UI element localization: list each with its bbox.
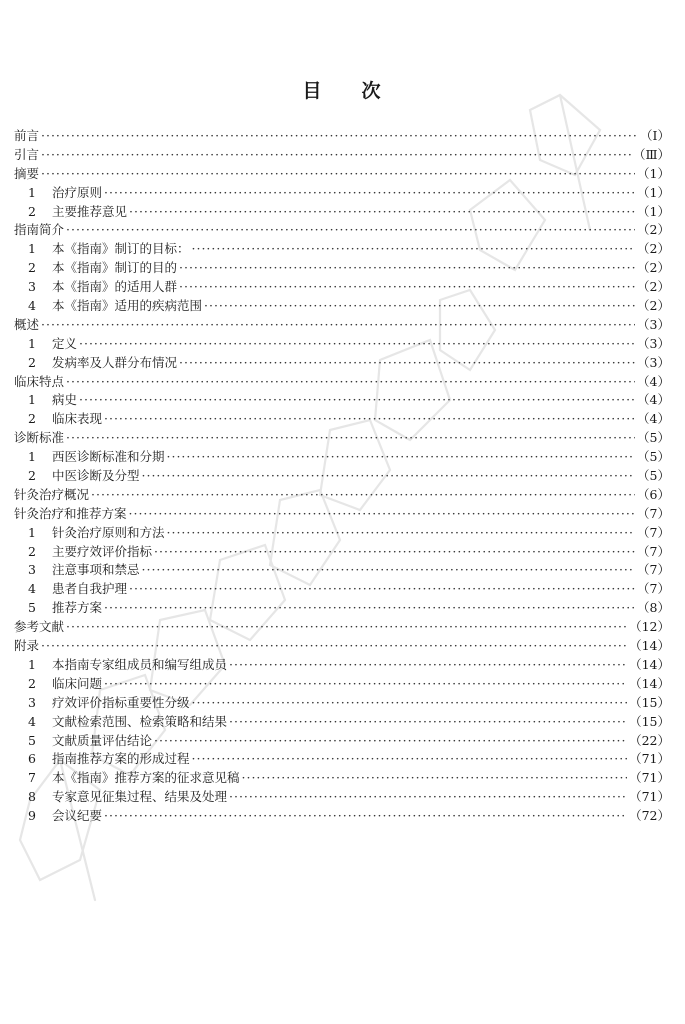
toc-leader-dots — [167, 524, 636, 543]
toc-leader-dots — [179, 259, 635, 278]
toc-entry[interactable] — [14, 391, 670, 410]
toc-entry-number: 7 — [28, 770, 36, 786]
toc-entry[interactable] — [14, 240, 670, 259]
toc-entry-number: 9 — [28, 808, 36, 824]
toc-leader-dots — [104, 184, 635, 203]
toc-entry-page: （6） — [637, 486, 670, 502]
toc-entry[interactable] — [14, 505, 670, 524]
toc-entry-page: （3） — [637, 354, 670, 370]
toc-entry-label: 本《指南》适用的疾病范围 — [52, 298, 203, 314]
toc-leader-dots — [41, 165, 635, 184]
toc-entry-page: （14） — [629, 675, 670, 691]
toc-entry-page: （5） — [637, 449, 670, 465]
toc-leader-dots — [142, 561, 636, 580]
toc-entry-number: 2 — [28, 411, 36, 427]
toc-entry-label: 文献质量评估结论 — [52, 732, 153, 748]
toc-entry-label: 指南推荐方案的形成过程 — [52, 751, 190, 767]
table-of-contents — [14, 127, 670, 826]
toc-entry-number: 2 — [28, 675, 36, 691]
toc-entry[interactable] — [14, 675, 670, 694]
toc-entry-page: （7） — [637, 505, 670, 521]
toc-entry-number: 1 — [28, 656, 36, 672]
toc-entry[interactable] — [14, 543, 670, 562]
toc-entry[interactable] — [14, 732, 670, 751]
toc-entry-page: （14） — [629, 656, 670, 672]
toc-entry-number: 8 — [28, 789, 36, 805]
toc-entry-number: 4 — [28, 581, 36, 597]
toc-leader-dots — [229, 713, 627, 732]
toc-leader-dots — [104, 807, 627, 826]
toc-entry-number: 6 — [28, 751, 36, 767]
toc-entry-label: 推荐方案 — [52, 600, 103, 616]
toc-entry[interactable] — [14, 429, 670, 448]
toc-entry-number: 3 — [28, 279, 36, 295]
toc-entry-label: 摘要 — [14, 165, 40, 181]
toc-leader-dots — [41, 316, 635, 335]
toc-entry-page: （15） — [629, 694, 670, 710]
toc-entry-label: 会议纪要 — [52, 808, 103, 824]
toc-entry-page: （71） — [629, 751, 670, 767]
toc-leader-dots — [104, 675, 627, 694]
toc-entry[interactable] — [14, 146, 670, 165]
toc-entry-label: 概述 — [14, 316, 40, 332]
toc-entry-page: （12） — [629, 619, 670, 635]
toc-leader-dots — [66, 221, 635, 240]
toc-entry[interactable] — [14, 807, 670, 826]
toc-entry-page: （3） — [637, 335, 670, 351]
toc-entry-label: 指南简介 — [14, 222, 65, 238]
toc-entry-label: 诊断标准 — [14, 430, 65, 446]
toc-entry[interactable] — [14, 524, 670, 543]
toc-entry[interactable] — [14, 316, 670, 335]
toc-entry-page: （2） — [637, 222, 670, 238]
toc-entry[interactable] — [14, 713, 670, 732]
toc-leader-dots — [129, 203, 635, 222]
toc-entry-page: （15） — [629, 713, 670, 729]
toc-entry[interactable] — [14, 259, 670, 278]
toc-entry-label: 治疗原则 — [52, 184, 103, 200]
toc-entry[interactable] — [14, 580, 670, 599]
toc-entry-label: 参考文献 — [14, 619, 65, 635]
toc-entry-page: （5） — [637, 468, 670, 484]
toc-entry-page: （2） — [637, 298, 670, 314]
toc-entry-label: 本指南专家组成员和编写组成员 — [52, 656, 228, 672]
toc-entry-number: 4 — [28, 298, 36, 314]
toc-leader-dots — [167, 448, 636, 467]
toc-entry-label: 主要疗效评价指标 — [52, 543, 153, 559]
title-char-1: 目 — [302, 80, 324, 102]
toc-entry-label: 疗效评价指标重要性分级 — [52, 694, 190, 710]
toc-leader-dots — [66, 618, 627, 637]
toc-entry-page: （22） — [629, 732, 670, 748]
toc-entry-label: 引言 — [14, 146, 40, 162]
toc-entry[interactable] — [14, 165, 670, 184]
toc-leader-dots — [192, 240, 636, 259]
toc-entry-page: （7） — [637, 543, 670, 559]
toc-entry[interactable] — [14, 656, 670, 675]
toc-leader-dots — [41, 127, 638, 146]
toc-entry[interactable] — [14, 373, 670, 392]
toc-leader-dots — [91, 486, 635, 505]
toc-entry-number: 1 — [28, 449, 36, 465]
toc-leader-dots — [129, 505, 636, 524]
toc-entry[interactable] — [14, 127, 670, 146]
toc-entry-number: 1 — [28, 524, 36, 540]
toc-entry-page: （2） — [637, 241, 670, 257]
toc-entry-label: 针灸治疗原则和方法 — [52, 524, 165, 540]
toc-entry-label: 针灸治疗概况 — [14, 486, 90, 502]
toc-entry-label: 临床问题 — [52, 675, 103, 691]
toc-leader-dots — [204, 297, 635, 316]
toc-leader-dots — [66, 373, 635, 392]
toc-entry-page: （1） — [637, 203, 670, 219]
toc-entry-page: （71） — [629, 770, 670, 786]
toc-entry-number: 1 — [28, 241, 36, 257]
toc-entry[interactable] — [14, 467, 670, 486]
toc-leader-dots — [41, 637, 627, 656]
toc-leader-dots — [79, 335, 635, 354]
toc-entry-number: 3 — [28, 562, 36, 578]
toc-entry-page: （8） — [637, 600, 670, 616]
toc-entry[interactable] — [14, 599, 670, 618]
toc-leader-dots — [192, 750, 628, 769]
toc-entry-label: 注意事项和禁忌 — [52, 562, 140, 578]
toc-entry-number: 2 — [28, 354, 36, 370]
toc-entry-page: （7） — [637, 562, 670, 578]
toc-entry-label: 定义 — [52, 335, 78, 351]
toc-entry-number: 2 — [28, 543, 36, 559]
toc-entry-label: 发病率及人群分布情况 — [52, 354, 178, 370]
toc-entry[interactable] — [14, 354, 670, 373]
toc-entry-page: （72） — [629, 808, 670, 824]
toc-entry[interactable] — [14, 561, 670, 580]
toc-entry-page: （3） — [637, 316, 670, 332]
toc-leader-dots — [154, 732, 627, 751]
toc-entry[interactable] — [14, 788, 670, 807]
toc-entry-label: 附录 — [14, 638, 40, 654]
toc-entry-label: 中医诊断及分型 — [52, 468, 140, 484]
toc-entry-label: 本《指南》推荐方案的征求意见稿 — [52, 770, 240, 786]
toc-entry-label: 本《指南》的适用人群 — [52, 279, 178, 295]
toc-leader-dots — [229, 656, 627, 675]
toc-entry-label: 专家意见征集过程、结果及处理 — [52, 789, 228, 805]
toc-entry-number: 3 — [28, 694, 36, 710]
toc-entry-number: 1 — [28, 335, 36, 351]
toc-entry-page: （Ⅲ） — [632, 146, 670, 162]
toc-leader-dots — [179, 354, 635, 373]
toc-entry[interactable] — [14, 297, 670, 316]
toc-entry[interactable] — [14, 618, 670, 637]
toc-leader-dots — [154, 543, 635, 562]
toc-entry-page: （2） — [637, 279, 670, 295]
toc-entry-label: 西医诊断标准和分期 — [52, 449, 165, 465]
toc-leader-dots — [66, 429, 635, 448]
toc-entry-page: （2） — [637, 260, 670, 276]
toc-entry-label: 本《指南》制订的目标： — [52, 241, 190, 257]
toc-entry-page: （Ⅰ） — [640, 128, 670, 143]
toc-entry-number: 5 — [28, 600, 36, 616]
toc-entry-label: 本《指南》制订的目的 — [52, 260, 178, 276]
toc-entry-label: 病史 — [52, 392, 78, 408]
toc-leader-dots — [142, 467, 636, 486]
title-char-2: 次 — [361, 80, 383, 102]
toc-entry[interactable] — [14, 335, 670, 354]
toc-entry-page: （1） — [637, 184, 670, 200]
toc-leader-dots — [104, 599, 635, 618]
toc-entry[interactable] — [14, 694, 670, 713]
toc-entry-page: （1） — [637, 165, 670, 181]
toc-entry-number: 2 — [28, 203, 36, 219]
toc-entry[interactable] — [14, 278, 670, 297]
toc-entry-page: （5） — [637, 430, 670, 446]
toc-entry-page: （4） — [637, 411, 670, 427]
toc-entry-page: （4） — [637, 392, 670, 408]
toc-entry-number: 1 — [28, 184, 36, 200]
toc-entry-label: 文献检索范围、检索策略和结果 — [52, 713, 228, 729]
toc-leader-dots — [129, 580, 635, 599]
toc-entry[interactable] — [14, 750, 670, 769]
toc-entry[interactable] — [14, 203, 670, 222]
toc-entry-number: 4 — [28, 713, 36, 729]
toc-entry[interactable] — [14, 448, 670, 467]
toc-entry[interactable] — [14, 486, 670, 505]
toc-leader-dots — [242, 769, 628, 788]
toc-entry[interactable] — [14, 221, 670, 240]
toc-entry-label: 临床特点 — [14, 373, 65, 389]
toc-leader-dots — [229, 788, 627, 807]
toc-entry-page: （14） — [629, 638, 670, 654]
toc-leader-dots — [192, 694, 628, 713]
toc-entry-label: 主要推荐意见 — [52, 203, 128, 219]
toc-entry-label: 临床表现 — [52, 411, 103, 427]
toc-entry-label: 针灸治疗和推荐方案 — [14, 505, 127, 521]
toc-entry[interactable] — [14, 184, 670, 203]
toc-leader-dots — [41, 146, 631, 165]
toc-entry-page: （7） — [637, 524, 670, 540]
toc-entry-number: 2 — [28, 260, 36, 276]
toc-entry-number: 1 — [28, 392, 36, 408]
toc-entry-label: 前言 — [14, 128, 40, 143]
toc-leader-dots — [179, 278, 635, 297]
toc-entry-number: 2 — [28, 468, 36, 484]
toc-entry-page: （4） — [637, 373, 670, 389]
toc-entry-label: 患者自我护理 — [52, 581, 128, 597]
toc-entry-page: （71） — [629, 789, 670, 805]
toc-entry[interactable] — [14, 769, 670, 788]
page-title — [0, 76, 685, 103]
toc-leader-dots — [104, 410, 635, 429]
toc-leader-dots — [79, 391, 635, 410]
toc-entry[interactable] — [14, 410, 670, 429]
toc-entry-page: （7） — [637, 581, 670, 597]
toc-entry[interactable] — [14, 637, 670, 656]
toc-entry-number: 5 — [28, 732, 36, 748]
